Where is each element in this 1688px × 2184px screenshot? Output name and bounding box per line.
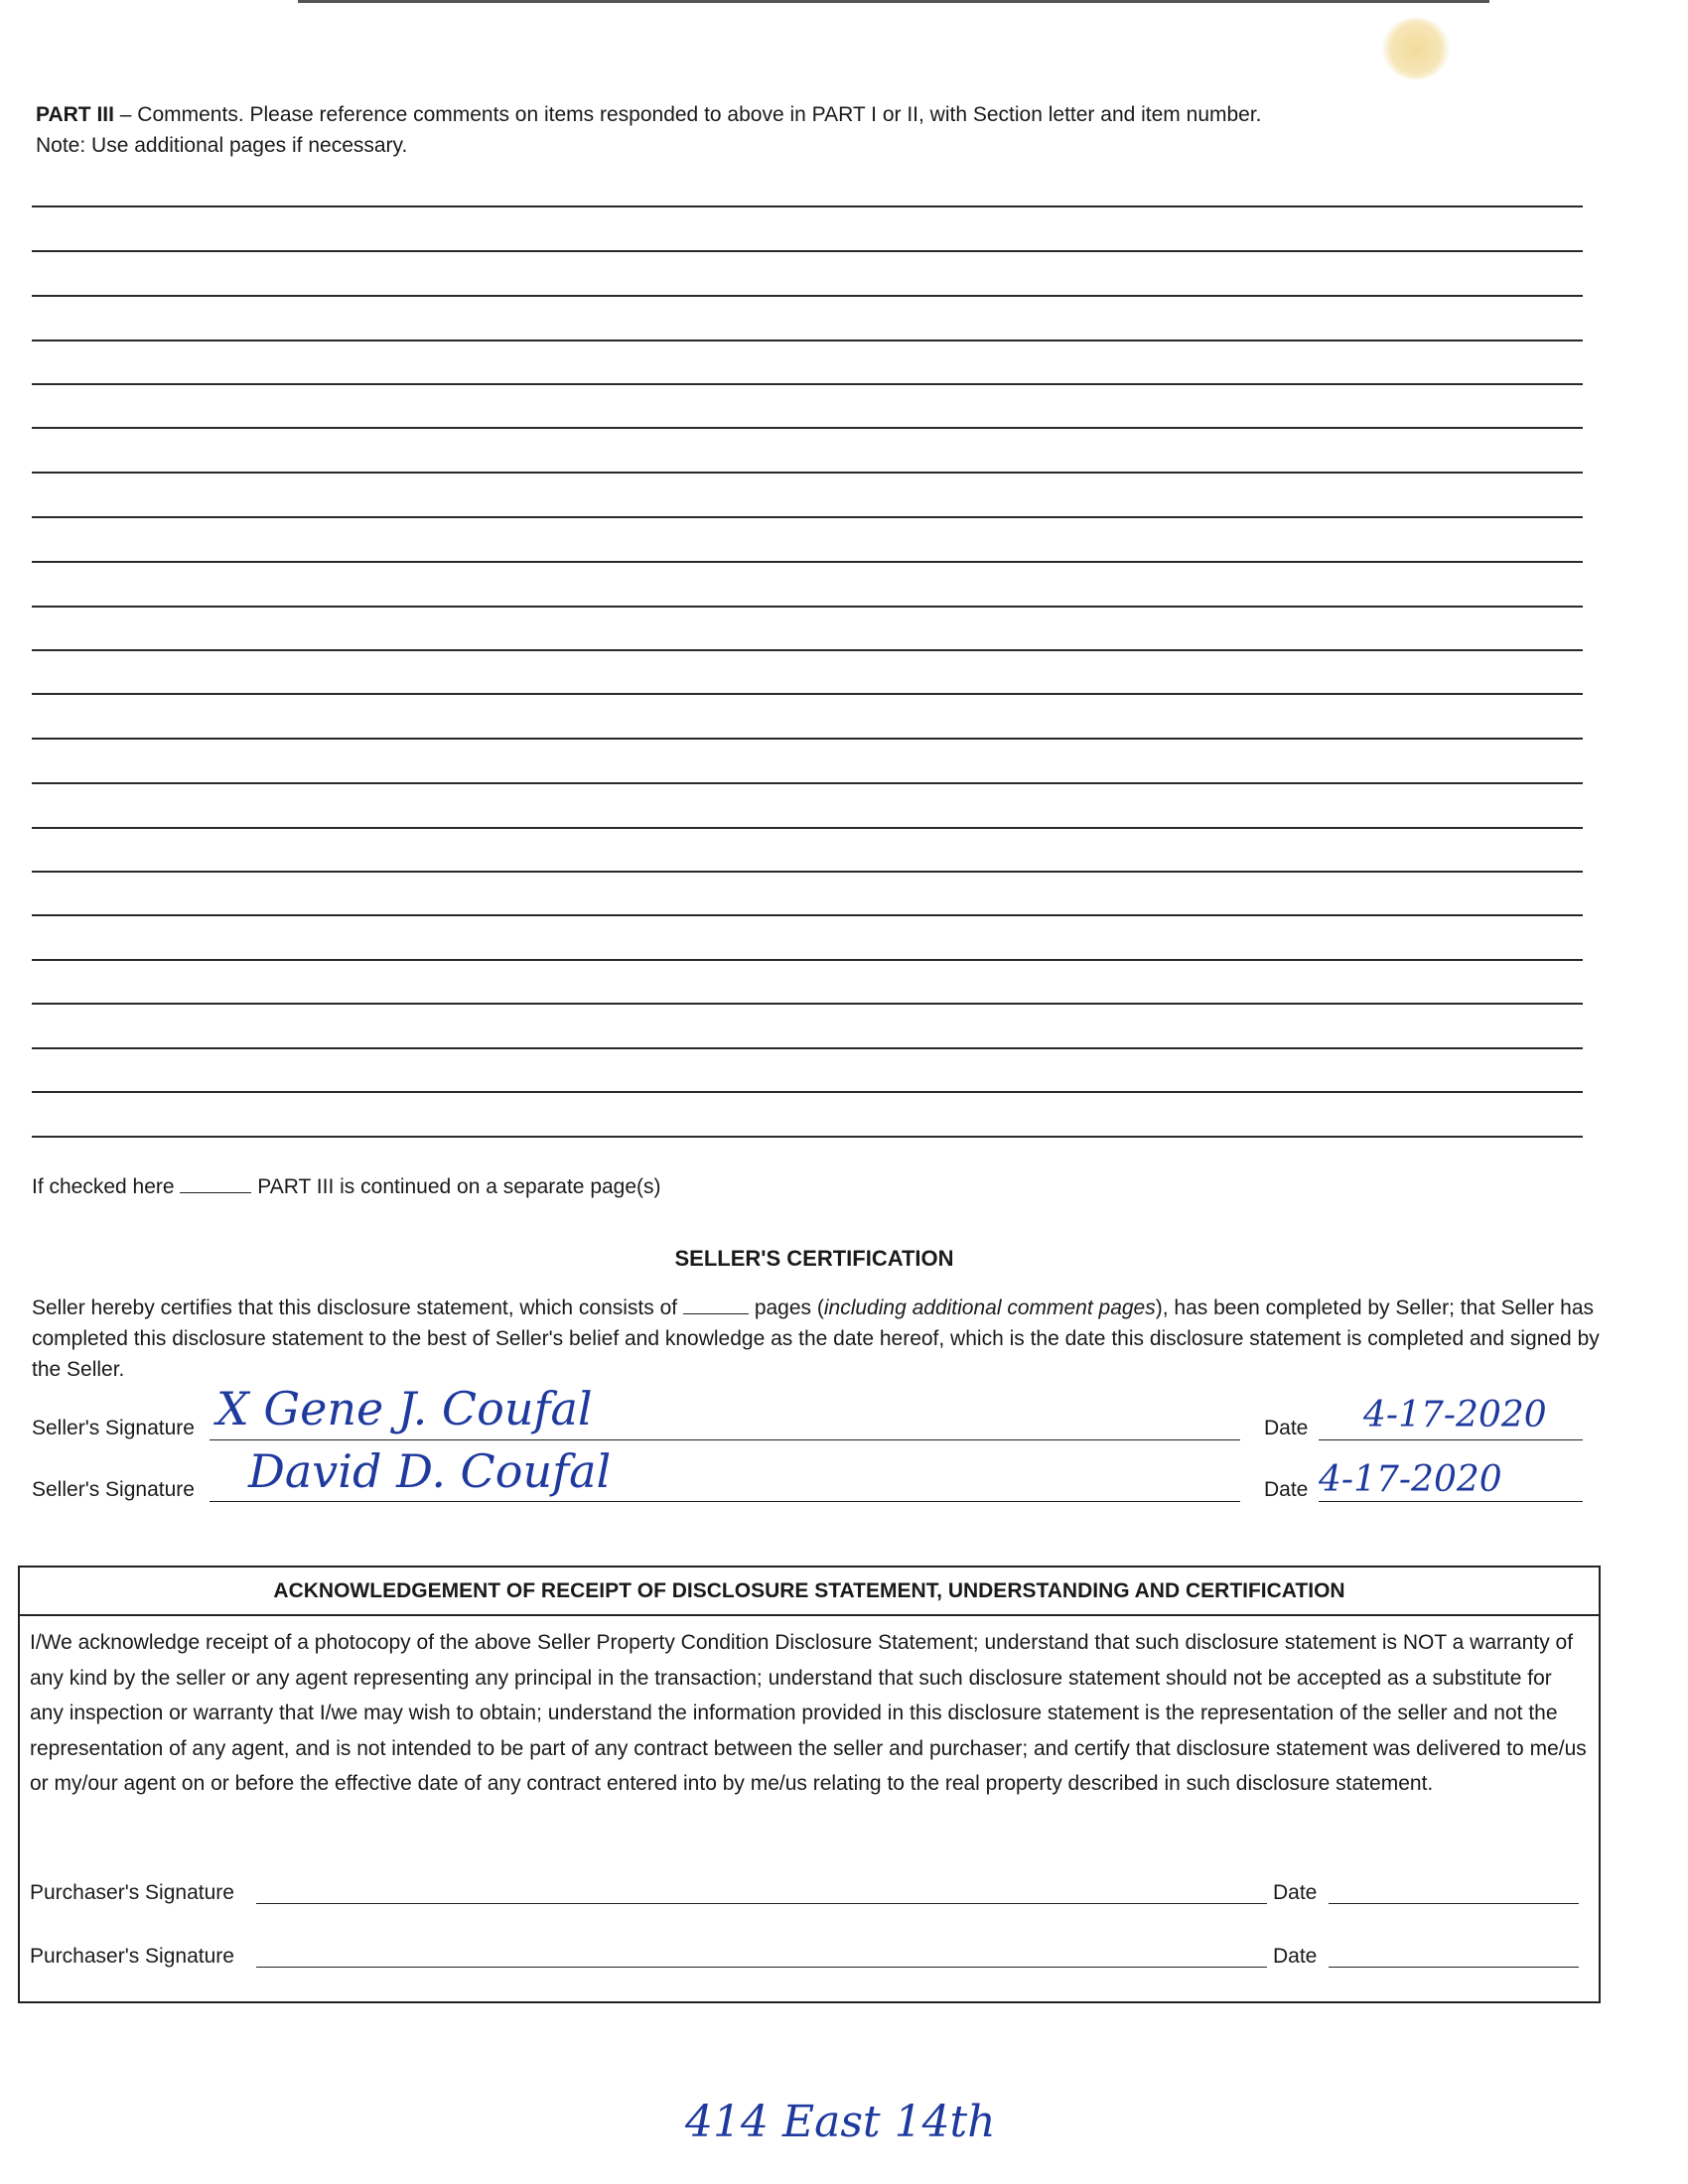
purchaser-date-label-2: Date [1273, 1945, 1318, 1968]
part3-label: PART III [36, 103, 114, 126]
seller-date-label-2: Date [1264, 1478, 1309, 1501]
seller-certification-title: SELLER'S CERTIFICATION [674, 1246, 954, 1271]
part3-header [36, 99, 1262, 161]
comment-line[interactable] [32, 561, 1583, 563]
seller-date-2: 4-17-2020 [1319, 1459, 1502, 1500]
comment-line[interactable] [32, 649, 1583, 651]
continuation-line [32, 1174, 661, 1199]
comment-line[interactable] [32, 738, 1583, 740]
comment-line[interactable] [32, 1047, 1583, 1049]
comment-line[interactable] [32, 606, 1583, 608]
comment-line[interactable] [32, 472, 1583, 474]
cert-text-italic: including additional comment pages [823, 1297, 1156, 1319]
purchaser-date-line-1[interactable] [1329, 1903, 1579, 1904]
purchaser-date-label-1: Date [1273, 1881, 1318, 1904]
purchaser-signature-label-2: Purchaser's Signature [30, 1945, 234, 1968]
purchaser-signature-line-1[interactable] [256, 1903, 1267, 1904]
comment-line[interactable] [32, 1003, 1583, 1005]
comment-line[interactable] [32, 914, 1583, 916]
seller-signature-line-1[interactable] [210, 1439, 1240, 1440]
comment-line[interactable] [32, 827, 1583, 829]
comment-line[interactable] [32, 383, 1583, 385]
seller-signature-line-2[interactable] [210, 1501, 1240, 1502]
handwritten-address-note: 414 East 14th [685, 2097, 996, 2147]
acknowledgement-title: ACKNOWLEDGEMENT OF RECEIPT OF DISCLOSURE STATEMENT, UNDERSTANDING AND CERTIFICATION [20, 1568, 1599, 1616]
seller-signature-label-2: Seller's Signature [32, 1478, 195, 1501]
cert-text-part1: Seller hereby certifies that this disclosure statement, which consists of [32, 1297, 678, 1319]
cert-text-part3: ), has been completed by Seller; that Seller has completed this disclosure statement to the best of Seller's belief and knowledge as the date hereof, which is the date this disclosure statement is completed and signed by the Seller. [32, 1297, 1600, 1381]
part3-note: Note: Use additional pages if necessary. [36, 134, 408, 157]
comment-line[interactable] [32, 250, 1583, 252]
paper-stain [1382, 18, 1450, 79]
comment-line[interactable] [32, 693, 1583, 695]
continuation-prefix: If checked here [32, 1175, 175, 1198]
purchaser-date-line-2[interactable] [1329, 1967, 1579, 1968]
comment-line[interactable] [32, 516, 1583, 518]
cert-text-part2: pages ( [754, 1297, 824, 1319]
purchaser-signature-label-1: Purchaser's Signature [30, 1881, 234, 1904]
seller-signature-2: David D. Coufal [248, 1444, 612, 1498]
comment-line[interactable] [32, 295, 1583, 297]
seller-signature-1: X Gene J. Coufal [216, 1382, 593, 1435]
comment-line[interactable] [32, 427, 1583, 429]
seller-date-line-2[interactable] [1319, 1501, 1583, 1502]
acknowledgement-text: I/We acknowledge receipt of a photocopy of the above Seller Property Condition Disclosure Statement; understand that such disclosure statement is NOT a warranty of any kind by the seller or any agent representing any principal in the transaction; understand that such disclosure statement should not be accepted as a substitute for any inspection or warranty that I/we may wish to obtain; understand the information provided in this disclosure statement is the representation of the seller and not the representation of any agent, and is not intended to be part of any contract between the seller and purchaser; and certify that disclosure statement was delivered to me/us or my/our agent on or before the effective date of any contract entered into by me/us relating to the real property described in such disclosure statement. [30, 1631, 1587, 1795]
seller-date-label-1: Date [1264, 1417, 1309, 1439]
comment-line[interactable] [32, 1136, 1583, 1138]
seller-signature-label-1: Seller's Signature [32, 1417, 195, 1439]
page-top-edge [298, 0, 1489, 9]
continuation-check-blank[interactable] [180, 1174, 251, 1193]
comment-line[interactable] [32, 871, 1583, 873]
comment-line[interactable] [32, 782, 1583, 784]
acknowledgement-box [18, 1566, 1601, 2003]
seller-date-1: 4-17-2020 [1363, 1395, 1547, 1435]
comment-line[interactable] [32, 959, 1583, 961]
continuation-suffix: PART III is continued on a separate page(s) [257, 1175, 661, 1198]
seller-date-line-1[interactable] [1319, 1439, 1583, 1440]
comment-line[interactable] [32, 1091, 1583, 1093]
part3-heading-line [36, 99, 1262, 130]
comment-line[interactable] [32, 205, 1583, 207]
page-count-blank[interactable] [683, 1296, 749, 1314]
purchaser-signature-line-2[interactable] [256, 1967, 1267, 1968]
part3-heading: – Comments. Please reference comments on items responded to above in PART I or II, with Section letter and item number. [113, 103, 1262, 126]
seller-certification-text [32, 1293, 1601, 1385]
comment-line[interactable] [32, 340, 1583, 341]
